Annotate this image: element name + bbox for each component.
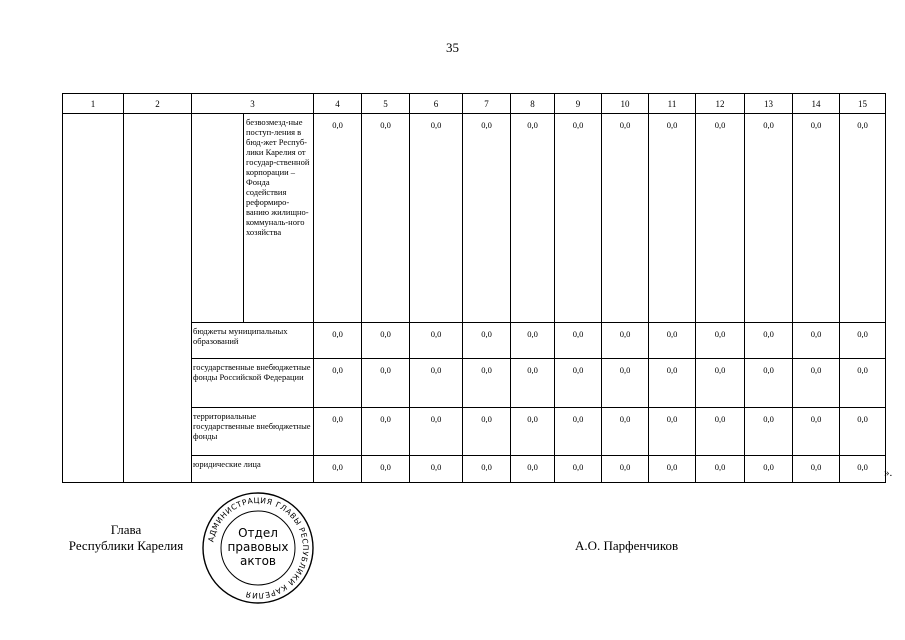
table-cell: 0,0 [463,359,511,408]
table-cell: 0,0 [511,114,555,323]
table-cell: 0,0 [745,456,793,483]
column-header: 1 [63,94,124,114]
table-cell: 0,0 [840,359,886,408]
table-cell: 0,0 [696,114,745,323]
signer-title [58,522,194,554]
table-cell: 0,0 [649,456,696,483]
table-cell: 0,0 [314,456,362,483]
table-cell: 0,0 [511,323,555,359]
table-cell: 0,0 [602,456,649,483]
table-cell: 0,0 [602,359,649,408]
column-header: 11 [649,94,696,114]
stamp-line1: Отдел [238,526,278,540]
stamp-line2: правовых [227,540,289,554]
table-header-row [63,94,886,114]
table-cell: 0,0 [314,408,362,456]
signer-title-line1: Глава [110,522,142,537]
table-cell: 0,0 [793,323,840,359]
row-label: государственные внебюджетные фонды Российской Федерации [192,359,314,408]
table-cell: 0,0 [840,114,886,323]
row-label: юридические лица [192,456,314,483]
table-cell: 0,0 [649,408,696,456]
table-cell: 0,0 [555,114,602,323]
table-cell: 0,0 [840,408,886,456]
empty-cell [192,114,244,323]
table-cell: 0,0 [649,114,696,323]
column-header: 6 [410,94,463,114]
table-cell: 0,0 [696,408,745,456]
table-cell: 0,0 [602,114,649,323]
column-header: 13 [745,94,793,114]
column-header: 15 [840,94,886,114]
table-cell: 0,0 [314,114,362,323]
closing-quote-mark: ». [884,467,893,479]
table-cell: 0,0 [840,323,886,359]
table-cell: 0,0 [410,359,463,408]
page-number: 35 [446,40,459,55]
table-cell: 0,0 [602,323,649,359]
table-cell: 0,0 [745,408,793,456]
table-cell: 0,0 [840,456,886,483]
column-header: 3 [192,94,314,114]
stamp-ring-text: АДМИНИСТРАЦИЯ ГЛАВЫ РЕСПУБЛИКИ КАРЕЛИЯ [206,495,311,601]
column-header: 8 [511,94,555,114]
table-cell: 0,0 [511,408,555,456]
table-cell: 0,0 [463,323,511,359]
table-cell: 0,0 [649,323,696,359]
table-cell: 0,0 [696,323,745,359]
table-cell: 0,0 [793,456,840,483]
table-cell: 0,0 [745,359,793,408]
table-cell: 0,0 [314,359,362,408]
signer-title-line2: Республики Карелия [68,538,184,553]
table-cell: 0,0 [649,359,696,408]
table-row [63,114,886,323]
table-cell: 0,0 [362,408,410,456]
table-cell: 0,0 [555,359,602,408]
table-cell: 0,0 [410,114,463,323]
table-cell: 0,0 [410,323,463,359]
column-header: 5 [362,94,410,114]
empty-cell [63,114,124,483]
column-header: 14 [793,94,840,114]
column-header: 2 [124,94,192,114]
table-cell: 0,0 [362,359,410,408]
table-cell: 0,0 [362,456,410,483]
table-cell: 0,0 [793,359,840,408]
table-cell: 0,0 [793,114,840,323]
row-label: территориальные государственные внебюджетные фонды [192,408,314,456]
table-cell: 0,0 [463,456,511,483]
column-header: 12 [696,94,745,114]
column-header: 4 [314,94,362,114]
column-header: 9 [555,94,602,114]
row-label: безвозмезд-ные поступ-ления в бюд-жет Респуб-лики Карелия от государ-ственной корпорации – Фонда содействия реформиро-ванию жилищно-коммуналь-ного хозяйства [244,114,314,323]
official-stamp [200,490,316,606]
table-cell: 0,0 [511,456,555,483]
empty-cell [124,114,192,483]
table-cell: 0,0 [793,408,840,456]
table-cell: 0,0 [696,359,745,408]
row-label: бюджеты муниципальных образований [192,323,314,359]
stamp-line3: актов [239,554,277,568]
table-cell: 0,0 [463,408,511,456]
signer-name: А.О. Парфенчиков [575,538,679,553]
table-cell: 0,0 [602,408,649,456]
column-header: 7 [463,94,511,114]
table-cell: 0,0 [555,408,602,456]
table-cell: 0,0 [463,114,511,323]
table-cell: 0,0 [314,323,362,359]
table-cell: 0,0 [362,323,410,359]
column-header: 10 [602,94,649,114]
table-cell: 0,0 [410,456,463,483]
table-cell: 0,0 [745,323,793,359]
table-cell: 0,0 [745,114,793,323]
table-cell: 0,0 [410,408,463,456]
table-cell: 0,0 [696,456,745,483]
table-cell: 0,0 [555,323,602,359]
table-cell: 0,0 [362,114,410,323]
budget-table [62,93,886,483]
table-cell: 0,0 [511,359,555,408]
table-cell: 0,0 [555,456,602,483]
